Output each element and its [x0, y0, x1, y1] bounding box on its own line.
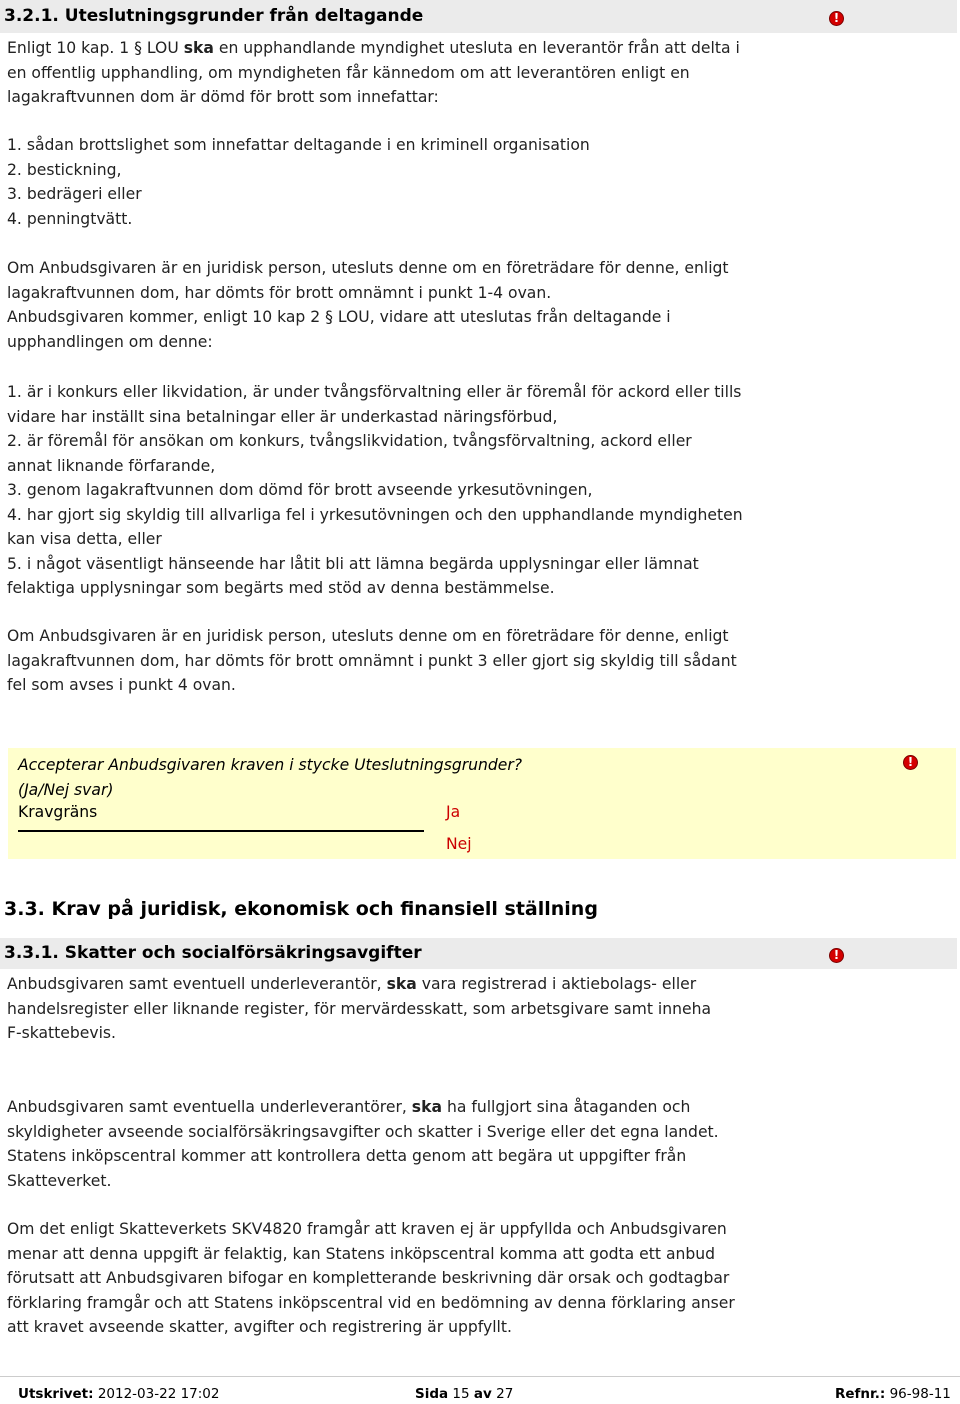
list-item: vidare har inställt sina betalningar eller är underkastad näringsförbud,	[7, 407, 558, 426]
footer-divider	[0, 1376, 960, 1377]
list-item: 2. är föremål för ansökan om konkurs, tvångslikvidation, tvångsförvaltning, ackord eller	[7, 432, 692, 450]
tax-obligations-paragraph: Anbudsgivaren samt eventuella underleverantörer, ska ha fullgjort sina åtaganden och skyldigheter avseende socialförsäkringsavgifter och skatter i Sverige eller det egna landet. Statens inköpscentral kommer att kontrollera detta genom att begära ut uppgifter från Skatteverket.	[7, 1098, 719, 1190]
tax-registration-paragraph: Anbudsgivaren samt eventuell underleverantör, ska vara registrerad i aktiebolags- eller handelsregister eller liknande register, för mervärdesskatt, som arbetsgivare samt inneha F-skattebevis.	[7, 975, 712, 1042]
section-title: 3.2.1. Uteslutningsgrunder från deltagande	[4, 6, 424, 26]
answer-option-yes[interactable]: Ja	[446, 803, 461, 821]
requirement-question-box	[8, 748, 956, 859]
emphasis-ska: ska	[386, 975, 417, 993]
list-item: 5. i något väsentligt hänseende har låtit bli att lämna begärda upplysningar eller lämnat	[7, 554, 699, 573]
section-title: 3.3.1. Skatter och socialförsäkringsavgifter	[4, 943, 422, 963]
list-item: 4. penningtvätt.	[7, 209, 133, 228]
section-heading-3-2-1	[0, 0, 957, 33]
footer-page-number: Sida 15 av 27	[415, 1386, 514, 1402]
intro-paragraph	[7, 36, 817, 110]
warning-icon: !	[829, 11, 844, 26]
section-heading-3-3: 3.3. Krav på juridisk, ekonomisk och finansiell ställning	[4, 898, 598, 920]
exclusion-conditions-list	[7, 380, 743, 601]
limit-label: Kravgräns	[18, 803, 98, 821]
legal-person-paragraph: Om Anbudsgivaren är en juridisk person, utesluts denne om en företrädare för denne, enligt lagakraftvunnen dom, har dömts för brott omnämnt i punkt 1-4 ovan. Anbudsgivaren kommer, enligt 10 kap 2 § LOU, vidare att uteslutas från deltagande i upphandlingen om denne:	[7, 259, 729, 351]
list-item: 3. bedrägeri eller	[7, 185, 142, 203]
warning-icon: !	[903, 755, 918, 770]
list-item: 4. har gjort sig skyldig till allvarliga fel i yrkesutövningen och den upphandlande myndigheten	[7, 505, 743, 524]
list-item: 3. genom lagakraftvunnen dom dömd för brott avseende yrkesutövningen,	[7, 481, 593, 499]
intro-line: en offentlig upphandling, om myndigheten får kännedom om att leverantören enligt en	[7, 63, 690, 82]
intro-line: Enligt 10 kap. 1 § LOU ska en upphandlande myndighet utesluta en leverantör från att delta i	[7, 39, 740, 57]
legal-person-paragraph-2: Om Anbudsgivaren är en juridisk person, utesluts denne om en företrädare för denne, enligt lagakraftvunnen dom, har dömts för brott omnämnt i punkt 3 eller gjort sig skyldig till sådant fel som avses i punkt 4 ovan.	[7, 627, 737, 694]
warning-icon: !	[829, 948, 844, 963]
footer-reference: Refnr.: 96-98-11	[835, 1386, 951, 1402]
list-item: 1. sådan brottslighet som innefattar deltagande i en kriminell organisation	[7, 136, 590, 154]
answer-type-label: (Ja/Nej svar)	[18, 780, 114, 799]
list-item: annat liknande förfarande,	[7, 456, 216, 475]
intro-line: lagakraftvunnen dom är dömd för brott som innefattar:	[7, 88, 439, 106]
list-item: 2. bestickning,	[7, 160, 122, 179]
limit-divider	[18, 830, 424, 832]
emphasis-ska: ska	[411, 1098, 442, 1116]
list-item: 1. är i konkurs eller likvidation, är under tvångsförvaltning eller är föremål för ackord eller tills	[7, 383, 742, 401]
skv4820-paragraph: Om det enligt Skatteverkets SKV4820 framgår att kraven ej är uppfyllda och Anbudsgivaren menar att denna uppgift är felaktig, kan Statens inköpscentral komma att godta ett anbud förutsatt att Anbudsgivaren bifogar en kompletterande beskrivning där orsak och godtagbar förklaring framgår och att Statens inköpscentral vid en bedömning av denna förklaring anser att kravet avseende skatter, avgifter och registrering är uppfyllt.	[7, 1220, 735, 1336]
question-label: Accepterar Anbudsgivaren kraven i stycke Uteslutningsgrunder?	[18, 756, 523, 774]
section-heading-3-3-1	[0, 938, 957, 969]
emphasis-ska: ska	[183, 39, 214, 57]
footer-printed: Utskrivet: 2012-03-22 17:02	[18, 1386, 220, 1402]
question-text	[18, 753, 522, 802]
answer-option-no[interactable]: Nej	[446, 835, 472, 853]
list-item: kan visa detta, eller	[7, 530, 162, 548]
list-item: felaktiga upplysningar som begärts med stöd av denna bestämmelse.	[7, 579, 555, 597]
crimes-list	[7, 133, 590, 231]
